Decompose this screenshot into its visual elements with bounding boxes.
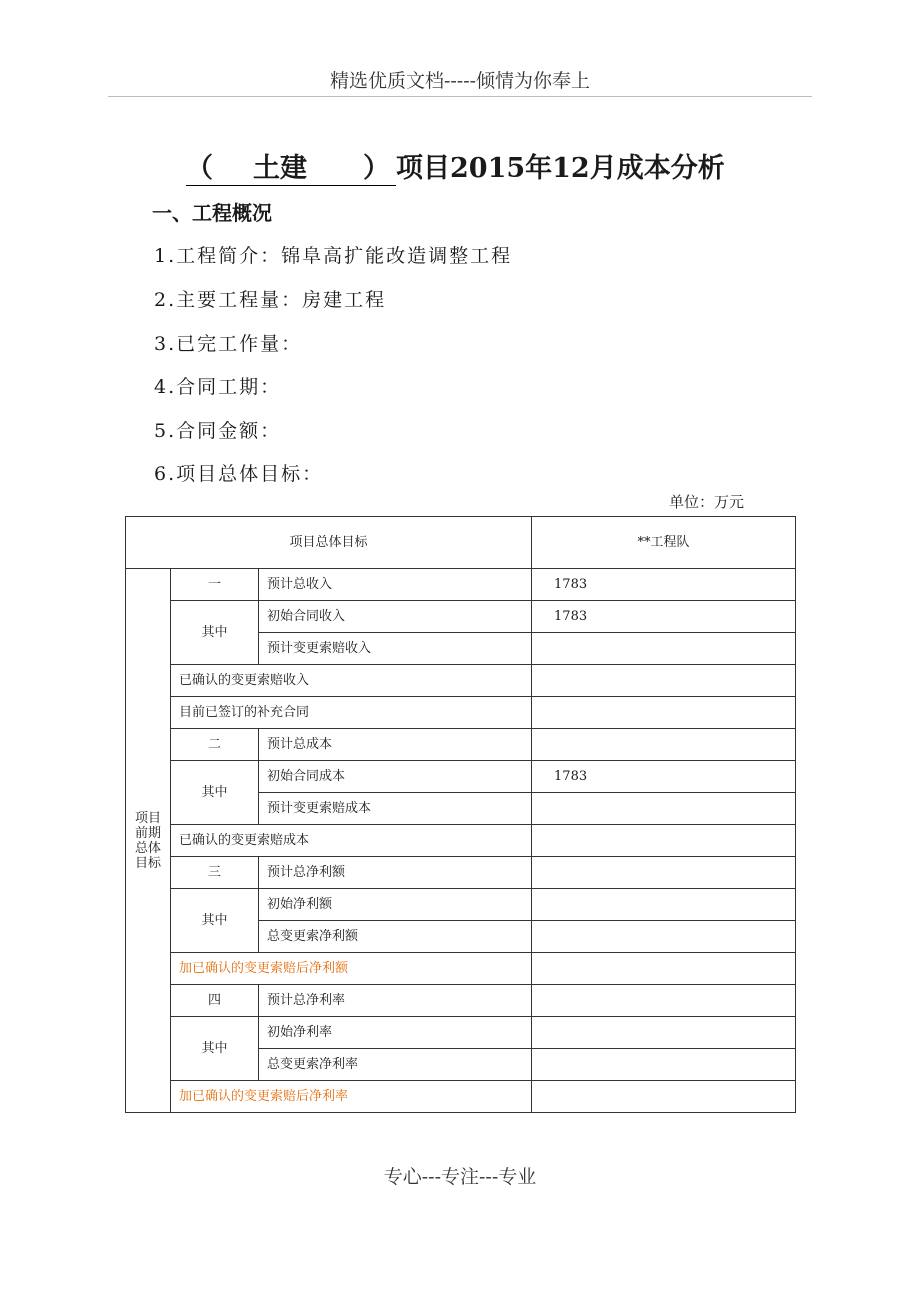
section-heading-overview: 一、工程概况 bbox=[152, 201, 272, 225]
row-label: 预计变更索赔收入 bbox=[259, 633, 532, 665]
sub-label: 其中 bbox=[171, 1017, 259, 1081]
page-footer: 专心---专注---专业 bbox=[383, 1166, 537, 1188]
table-row bbox=[126, 889, 796, 921]
table-row bbox=[126, 1081, 796, 1113]
table-row bbox=[126, 857, 796, 889]
row-label: 初始合同收入 bbox=[259, 601, 532, 633]
row-number: 四 bbox=[171, 985, 259, 1017]
row-label: 预计变更索赔成本 bbox=[259, 793, 532, 825]
row-value bbox=[532, 1081, 796, 1113]
sub-label: 其中 bbox=[171, 761, 259, 825]
overview-item-intro: 1.工程简介：锦阜高扩能改造调整工程 bbox=[154, 245, 513, 267]
overview-item-amount: 5.合同金额： bbox=[154, 420, 282, 442]
table-row bbox=[126, 985, 796, 1017]
row-value bbox=[532, 633, 796, 665]
table-row bbox=[126, 729, 796, 761]
table-row bbox=[126, 825, 796, 857]
row-label: 初始净利额 bbox=[259, 889, 532, 921]
table-header-row bbox=[126, 517, 796, 569]
row-value bbox=[532, 665, 796, 697]
row-value: 1783 bbox=[532, 761, 796, 793]
row-value: 1783 bbox=[532, 569, 796, 601]
table-row bbox=[126, 953, 796, 985]
page-title bbox=[186, 146, 725, 186]
header-team: **工程队 bbox=[532, 517, 796, 569]
overview-item-completed: 3.已完工作量： bbox=[154, 333, 303, 355]
row-number: 二 bbox=[171, 729, 259, 761]
cost-analysis-table bbox=[125, 516, 796, 1113]
header-target: 项目总体目标 bbox=[126, 517, 532, 569]
row-number: 一 bbox=[171, 569, 259, 601]
page-header: 精选优质文档-----倾情为你奉上 bbox=[329, 70, 591, 92]
row-value bbox=[532, 857, 796, 889]
row-value bbox=[532, 793, 796, 825]
title-category: 土建 bbox=[253, 153, 307, 184]
row-label: 预计总成本 bbox=[259, 729, 532, 761]
side-label bbox=[126, 569, 171, 1113]
row-label: 总变更索净利率 bbox=[259, 1049, 532, 1081]
row-label: 目前已签订的补充合同 bbox=[171, 697, 532, 729]
row-value bbox=[532, 697, 796, 729]
table-row bbox=[126, 569, 796, 601]
row-label: 预计总净利额 bbox=[259, 857, 532, 889]
row-value bbox=[532, 921, 796, 953]
row-label: 预计总收入 bbox=[259, 569, 532, 601]
row-label-highlight: 加已确认的变更索赔后净利率 bbox=[171, 1081, 532, 1113]
table-row bbox=[126, 601, 796, 633]
row-value bbox=[532, 1049, 796, 1081]
table-row bbox=[126, 1017, 796, 1049]
overview-item-quantity: 2.主要工程量：房建工程 bbox=[154, 289, 387, 311]
unit-label: 单位：万元 bbox=[669, 493, 745, 511]
row-number: 三 bbox=[171, 857, 259, 889]
sub-label: 其中 bbox=[171, 601, 259, 665]
table-row bbox=[126, 697, 796, 729]
row-value bbox=[532, 953, 796, 985]
side-label-text: 项目前期总体目标 bbox=[134, 810, 161, 871]
title-rest: 项目2015年12月成本分析 bbox=[396, 153, 725, 184]
row-label: 总变更索净利额 bbox=[259, 921, 532, 953]
sub-label: 其中 bbox=[171, 889, 259, 953]
table-row bbox=[126, 761, 796, 793]
row-value bbox=[532, 1017, 796, 1049]
row-value: 1783 bbox=[532, 601, 796, 633]
row-label: 已确认的变更索赔成本 bbox=[171, 825, 532, 857]
row-value bbox=[532, 889, 796, 921]
overview-item-target: 6.项目总体目标： bbox=[154, 463, 324, 485]
header-divider bbox=[108, 96, 812, 97]
row-label: 初始合同成本 bbox=[259, 761, 532, 793]
row-label: 预计总净利率 bbox=[259, 985, 532, 1017]
row-value bbox=[532, 729, 796, 761]
title-open-paren: （ bbox=[186, 153, 213, 184]
row-value bbox=[532, 825, 796, 857]
title-category-underline bbox=[186, 146, 396, 186]
row-label: 已确认的变更索赔收入 bbox=[171, 665, 532, 697]
overview-item-duration: 4.合同工期： bbox=[154, 376, 282, 398]
row-label-highlight: 加已确认的变更索赔后净利额 bbox=[171, 953, 532, 985]
row-value bbox=[532, 985, 796, 1017]
table-row bbox=[126, 665, 796, 697]
title-close-paren: ） bbox=[363, 153, 390, 184]
row-label: 初始净利率 bbox=[259, 1017, 532, 1049]
